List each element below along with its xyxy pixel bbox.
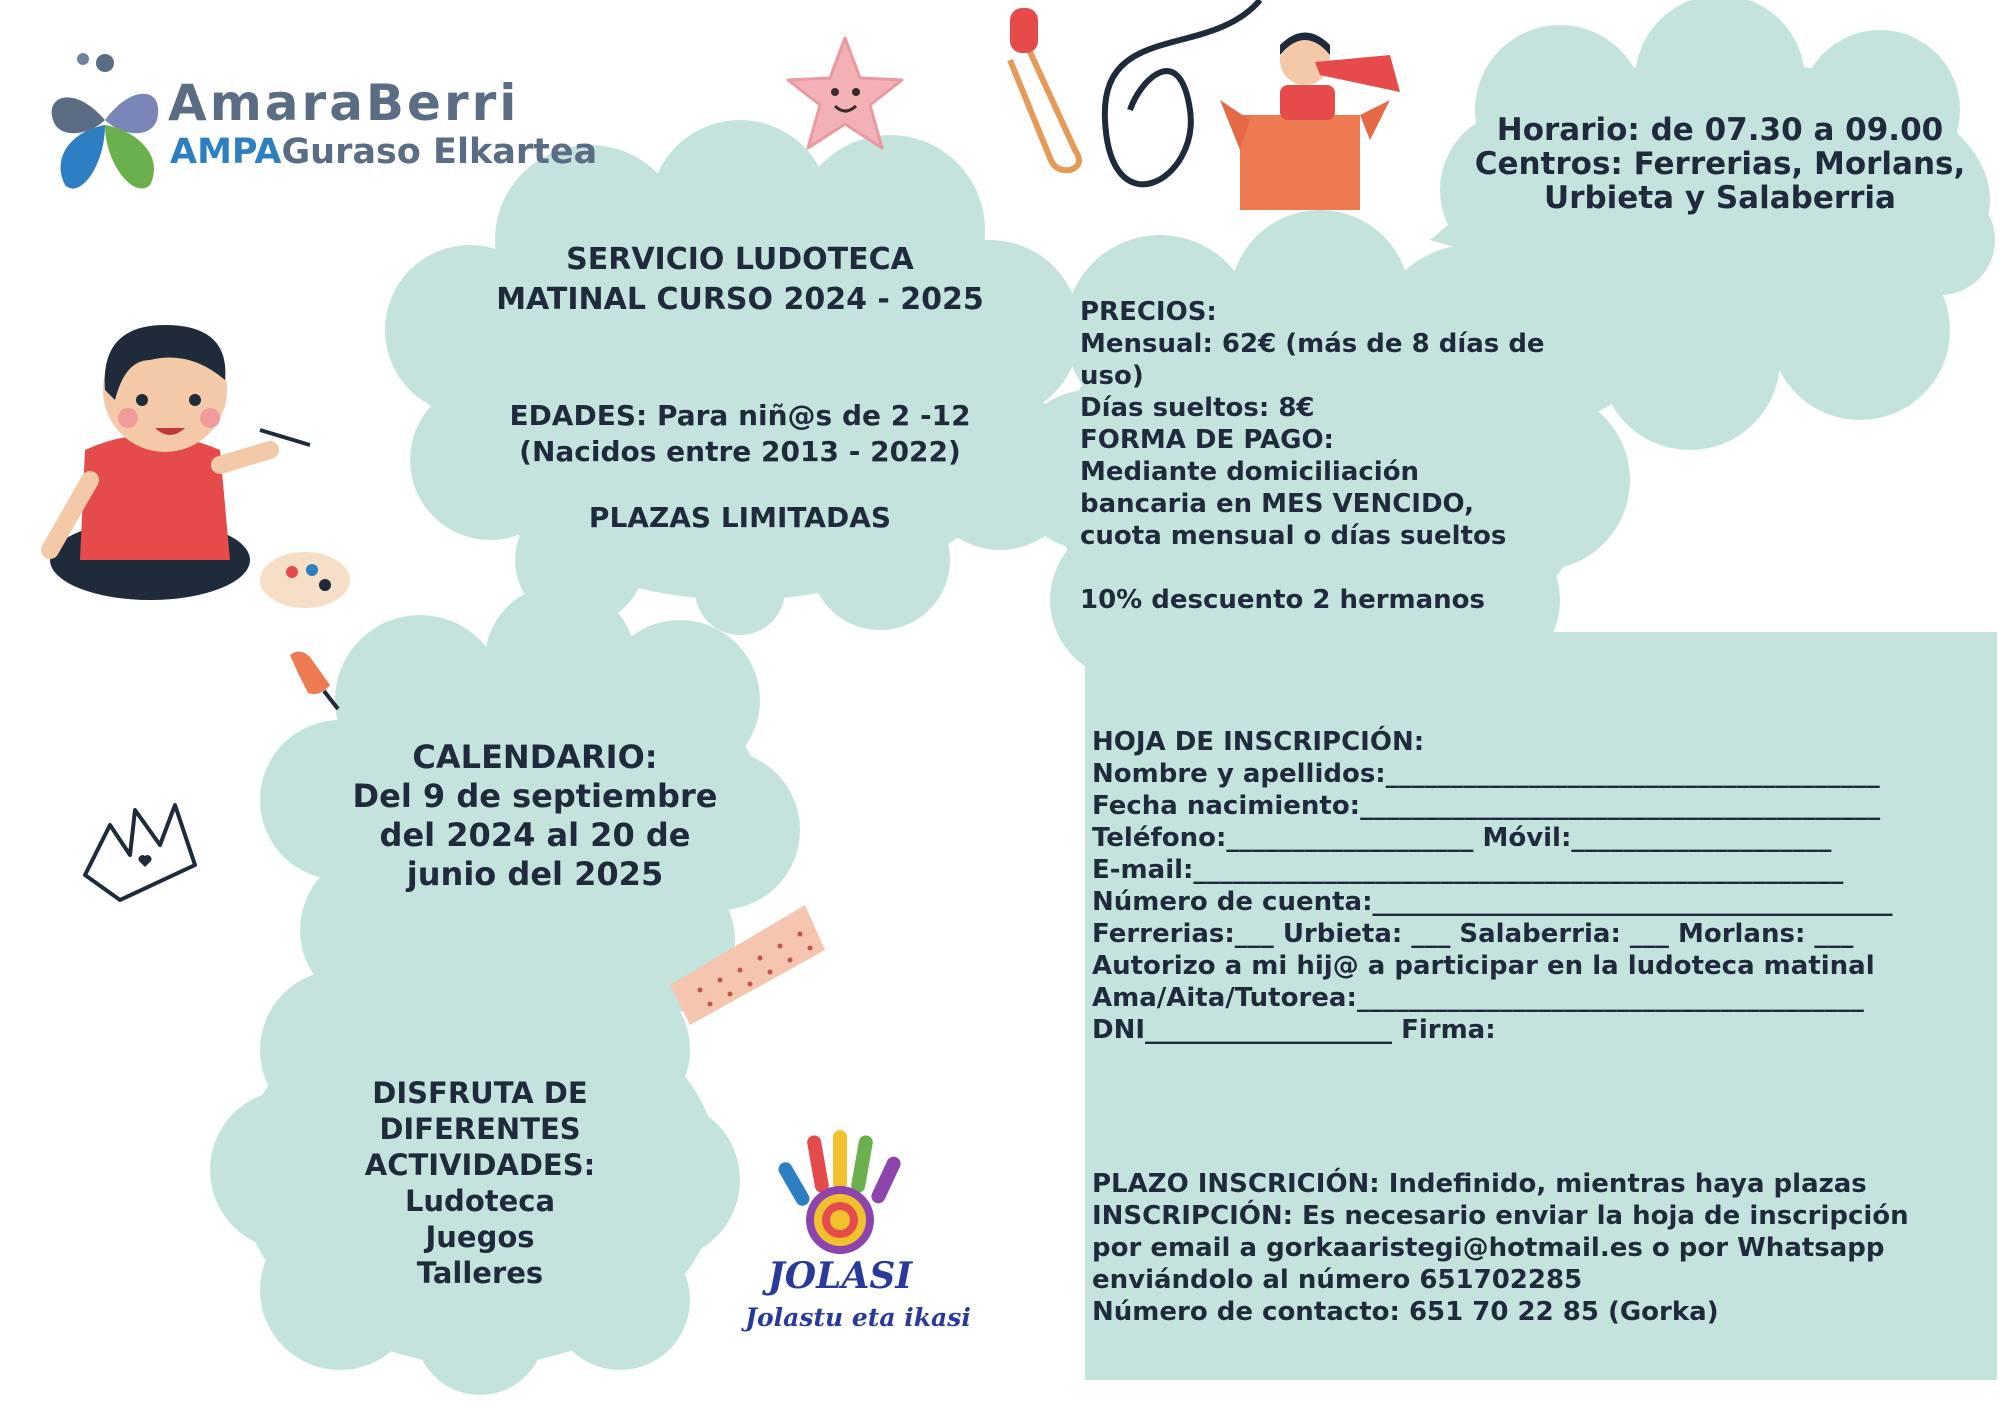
kid-with-telescope-icon	[990, 0, 1430, 230]
boy-painting-icon	[30, 300, 360, 620]
ages-line-1: EDADES: Para niñ@s de 2 -12	[509, 399, 971, 432]
main-cloud	[385, 120, 1080, 635]
activities-line: DIFERENTES	[379, 1112, 581, 1146]
form-field-dni-signature[interactable]: DNI___________________ Firma:	[1092, 1015, 1496, 1045]
registration-info-line: INSCRIPCIÓN: Es necesario enviar la hoja de inscripción	[1092, 1201, 1909, 1231]
prices-line: bancaria en MES VENCIDO,	[1080, 489, 1474, 519]
prices-line: uso)	[1080, 361, 1144, 391]
prices-line	[1080, 552, 1600, 584]
logo-title: AmaraBerri	[168, 74, 520, 132]
service-title-line-1: SERVICIO LUDOTECA	[566, 242, 914, 277]
form-field-account[interactable]: Número de cuenta:________________________________________	[1092, 887, 1893, 917]
calendar-line: junio del 2025	[406, 855, 664, 893]
calendar-info	[320, 738, 750, 894]
form-field-centers[interactable]: Ferrerias:___ Urbieta: ___ Salaberria: ___ Morlans: ___	[1092, 919, 1854, 949]
prices-line: Días sueltos: 8€	[1080, 393, 1315, 423]
activities-info	[320, 1075, 640, 1291]
activities-line: ACTIVIDADES:	[364, 1148, 596, 1182]
service-title	[440, 240, 1040, 320]
form-field-birthdate[interactable]: Fecha nacimiento:________________________________________	[1092, 791, 1881, 821]
prices-line: PRECIOS:	[1080, 297, 1217, 327]
schedule-line-2: Centros: Ferrerias, Morlans,	[1474, 146, 1966, 182]
schedule-info	[1460, 113, 1980, 215]
registration-info-line: Número de contacto: 651 70 22 85 (Gorka)	[1092, 1297, 1719, 1327]
service-title-line-2: MATINAL CURSO 2024 - 2025	[496, 282, 984, 317]
registration-form	[1092, 726, 1992, 1046]
form-authorization: Autorizo a mi hij@ a participar en la ludoteca matinal	[1092, 951, 1875, 981]
schedule-line-3: Urbieta y Salaberria	[1544, 180, 1896, 216]
crown-icon	[75, 795, 215, 935]
form-heading: HOJA DE INSCRIPCIÓN:	[1092, 727, 1425, 757]
form-field-email[interactable]: E-mail:__________________________________________________	[1092, 855, 1844, 885]
schedule-line-1: Horario: de 07.30 a 09.00	[1496, 112, 1944, 148]
registration-info	[1092, 1168, 1992, 1328]
amaraberri-butterfly-logo-icon	[45, 45, 165, 205]
prices-info	[1080, 296, 1600, 616]
ages-line-2: (Nacidos entre 2013 - 2022)	[519, 435, 961, 468]
prices-line: 10% descuento 2 hermanos	[1080, 585, 1486, 615]
form-field-guardian[interactable]: Ama/Aita/Tutorea:_______________________________________	[1092, 983, 1864, 1013]
activities-line: Ludoteca	[404, 1184, 556, 1218]
form-field-name[interactable]: Nombre y apellidos:______________________________________	[1092, 759, 1880, 789]
calendar-line: CALENDARIO:	[412, 738, 658, 776]
prices-line: Mensual: 62€ (más de 8 días de	[1080, 329, 1545, 359]
logo-subtitle	[170, 132, 597, 172]
activities-line: DISFRUTA DE	[372, 1076, 588, 1110]
prices-line: FORMA DE PAGO:	[1080, 425, 1334, 455]
activities-line: Juegos	[425, 1220, 535, 1254]
ages-info	[440, 398, 1040, 470]
pushpin-icon	[280, 645, 350, 715]
jolasi-hand-logo-icon	[775, 1130, 915, 1260]
starfish-icon	[780, 30, 910, 160]
logo-subtitle-guraso: Guraso Elkartea	[281, 132, 598, 172]
jolasi-subtitle: Jolastu eta ikasi	[745, 1303, 971, 1332]
washi-tape-icon	[660, 900, 830, 1030]
registration-info-line: enviándolo al número 651702285	[1092, 1265, 1583, 1295]
calendar-line: Del 9 de septiembre	[352, 777, 718, 815]
prices-line: cuota mensual o días sueltos	[1080, 521, 1507, 551]
prices-line: Mediante domiciliación	[1080, 457, 1420, 487]
limited-places: PLAZAS LIMITADAS	[588, 501, 892, 534]
activities-line: Talleres	[416, 1256, 544, 1290]
registration-info-line: PLAZO INSCRICIÓN: Indefinido, mientras haya plazas	[1092, 1169, 1867, 1199]
registration-info-line: por email a gorkaaristegi@hotmail.es o por Whatsapp	[1092, 1233, 1885, 1263]
form-field-phone[interactable]: Teléfono:___________________ Móvil:____________________	[1092, 823, 1832, 853]
logo-subtitle-ampa: AMPA	[170, 132, 282, 172]
calendar-line: del 2024 al 20 de	[379, 816, 691, 854]
jolasi-title: JOLASI	[767, 1255, 913, 1297]
